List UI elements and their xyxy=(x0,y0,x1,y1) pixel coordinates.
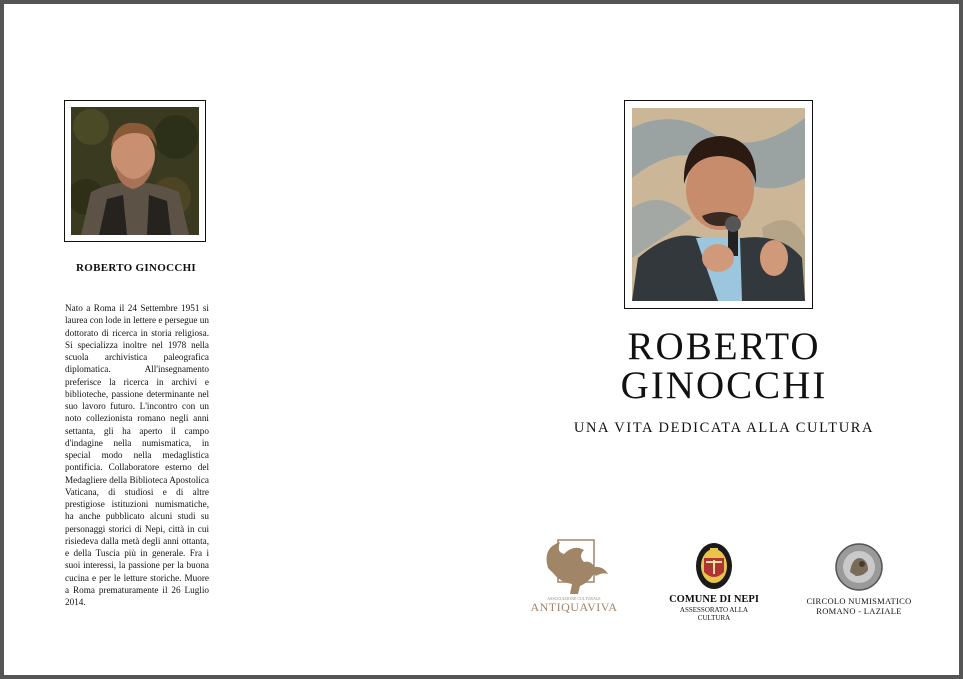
document-page xyxy=(4,4,959,675)
circolo-line1: CIRCOLO NUMISMATICO xyxy=(806,596,912,606)
comune-nepi-name: COMUNE DI NEPI xyxy=(669,594,759,605)
coin-icon xyxy=(834,542,884,592)
left-portrait-frame xyxy=(64,100,206,242)
subtitle: UNA VITA DEDICATA ALLA CULTURA xyxy=(573,420,875,436)
main-portrait-frame xyxy=(624,100,813,309)
circolo-line2: ROMANO - LAZIALE xyxy=(816,606,902,616)
antiquaviva-small-label: ASSOCIAZIONE CULTURALE xyxy=(547,596,601,601)
bio-name: ROBERTO GINOCCHI xyxy=(75,262,197,274)
antiquaviva-name: ANTIQUAVIVA xyxy=(530,600,618,614)
circolo-numismatico-logo xyxy=(804,542,914,620)
griffin-icon xyxy=(534,538,614,598)
coat-of-arms-icon xyxy=(694,542,734,590)
title-last-name: GINOCCHI xyxy=(620,364,828,407)
bio-text: Nato a Roma il 24 Settembre 1951 si laurea con lode in lettere e persegue un dottorato di ricerca in storia religiosa. Si specializza inoltre nel 1978 nella scuola archivistica paleografica diplomatica. All'insegnamento preferisce la ricerca in archivi e biblioteche, passione determinante nel suo lavoro futuro. L'incontro con un noto collezionista romano negli anni settanta, gli ha aperto il campo d'indagine nella numismatica, in special modo nella medaglistica pontificia. Collaboratore esterno del Medagliere della Biblioteca Apostolica Vaticana, di studiosi e di altre prestigiose istituzioni numismatiche, ha anche pubblicato alcuni studi su personaggi storici di Nepi, città in cui risiedeva dalla metà degli anni ottanta, e della Tuscia più in generale. Fra i suoi interessi, la passione per la buona cucina e per le letture storiche. Muore a Roma prematuramente il 26 Luglio 2014. xyxy=(65,303,209,607)
comune-nepi-sub: ASSESSORATO ALLA CULTURA xyxy=(679,606,749,622)
antiquaviva-logo xyxy=(530,538,618,616)
title-first-name: ROBERTO xyxy=(627,325,821,368)
main-portrait-photo xyxy=(632,108,805,301)
comune-nepi-logo xyxy=(664,542,764,620)
left-portrait-photo xyxy=(71,107,199,235)
